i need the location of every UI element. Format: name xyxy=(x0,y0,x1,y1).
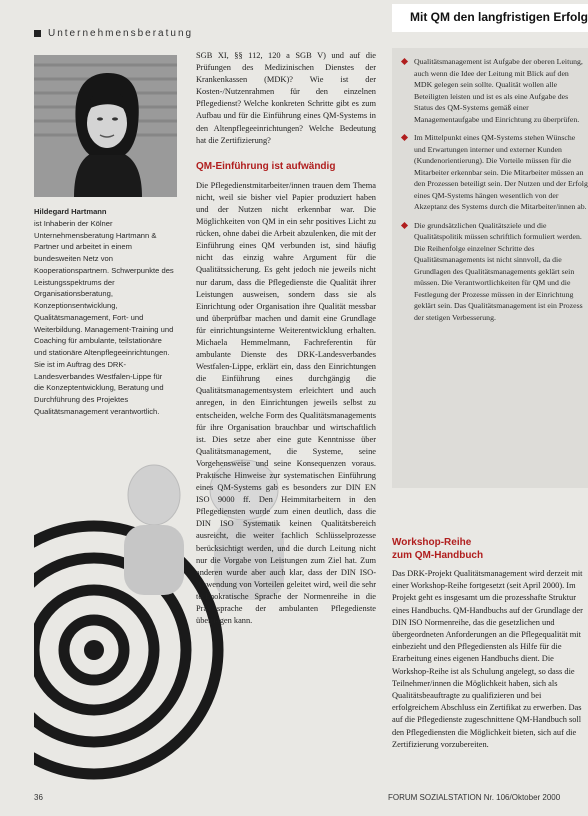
square-bullet-icon xyxy=(34,30,41,37)
section-label xyxy=(34,28,193,39)
body-paragraph: Die Pflegedienstmitarbeiter/innen trauen dem Thema nicht, weil sie bisher viel Papier produziert haben und der Nutzen nicht erkennbar war. Die Möglichkeiten von QM in ein sehr positives Licht zu rücken, ohne dabei die Arbeit abzulenken, die mit der Einführung eines QM verbunden ist, sind häufig nicht das einzig wahre Argument für die Qualitätssicherung. Es geht jedoch nie jeweils nicht nur darum, dass die Pflegedienste die Qualität ihrer Leistungen ausweisen, sondern dass sie als Einrichtung oder Organisation ihre Qualität messbar und überprüfbar machen und damit eine Grundlage für einrichtungsinterne Weiterentwicklung erhalten. Michaela Hemmelmann, Fachreferentin für ambulante Dienste des DRK-Landesverbandes Westfalen-Lippe, erklärt ein, dass den Einrichtungen die Einführung eines durchgängig die Qualitätsmanagementsystem erleichtert und auch anregen, in den Einrichtungen jeweils selbst zu entscheiden, welche Form des Qualitätsmanagements für ihre Organisation brauchbar und wirtschaftlich ist. Dies setze aber eine gute Kenntnisse über Qualitätsmanagement, die Systeme, seine Vorgehensweise und seine Konsequenzen voraus. Praktische Hinweise zur systematischen Einführung eines QM-Systems gab es besonders zur DIN EN ISO 9000 ff. Den Heimmitarbeitern in den Pflegediensten wurde zum einen deutlich, dass die DIN ISO Systematik keinen Qualitätsbereich ausreicht, die weiter fachlich Schlüsselprozesse berücksichtigt werden, und die durch Leitung nicht nur die Vorgabe von Leistungen zum Ziel hat. Zum anderen wurde aber auch klar, dass der DIN ISO-Anwendung von Vorteilen geleitet wird, weil die sehr technokratische Sprache der Normenreihe in die Praxissprache der ambulanten Pflegedienste übertragen kann. xyxy=(196,180,376,626)
sidebar-item-text: Im Mittelpunkt eines QM-Systems stehen Wünsche und Erwartungen interner und externer Kunden (Kundenorientierung). Die Vorteile müssen für die Mitarbeiter erkennbar sein. Die Mitarbeiter müssen an den Prozessen beteiligt sein. Der Nutzen und der Erfolg eines QM-Systems hängen wesentlich von der Akzeptanz des Systems durch die Mitarbeiter/innen ab. xyxy=(414,133,588,211)
workshop-paragraph: Das DRK-Projekt Qualitätsmanagement wird derzeit mit einer Workshop-Reihe fortgesetzt (seit April 2000). Im Projekt geht es insgesamt um die prozesshafte Struktur eines Handbuchs. QM-Handbuchs auf der Grundlage der DIN ISO Normenreihe, das die gesetzlichen und übergeordneten Anforderungen an die Pflegequalität mit einbezieht und den Pflegediensten als Hilfe für die Erarbeitung eines eigenen Handbuchs dient. Die Workshop-Reihe ist als Schulung angelegt, so dass die Teilnehmer/innen die Möglichkeit haben, sich als Qualitätsbeauftragte zu qualifizieren und bei erfolgreichem Abschluss ein Zertifikat zu erwerben. Das auf die Pflegedienste zugeschnittene QM-Handbuch soll den Pflegediensten die Möglichkeit bieten, sich auf die Zertifizierung vorzubereiten. xyxy=(392,569,583,749)
author-portrait xyxy=(34,55,177,197)
workshop-heading xyxy=(392,536,588,562)
page-number: 36 xyxy=(34,793,43,802)
diamond-bullet-icon xyxy=(401,134,408,141)
intro-paragraph: SGB XI, §§ 112, 120 a SGB V) und auf die Prüfungen des Medizinischen Dienstes der Krankenkassen (MDK)? Wie ist der Kosten-/Nutzenrahmen für den einzelnen Pflegedienst? Welche konkreten Schritte gibt es zum Aufbau und für die Einführung eines QM-Systems in den Altenpflegeeinrichtungen? Welche Bedeutung hat die Zertifizierung? xyxy=(196,51,376,145)
right-column-article xyxy=(392,520,588,751)
portrait-image xyxy=(34,55,177,197)
banner-headline: Mit QM den langfristigen Erfolg xyxy=(392,4,588,32)
magazine-footer: FORUM SOZIALSTATION Nr. 106/Oktober 2000 xyxy=(388,793,561,802)
diamond-bullet-icon xyxy=(401,58,408,65)
sidebar-item-text: Qualitätsmanagement ist Aufgabe der oberen Leitung, auch wenn die Idee der Leitung mit Blick auf den MDK gelegen sein sollte. Qualität wollen alle Beteiligten leisten und ist es als eine Aufgabe des Status des QM-Systems gemäß einer Managementaufgabe und Einrichtung zu überprüfen. xyxy=(414,57,583,124)
workshop-heading-line2: zum QM-Handbuch xyxy=(392,550,484,561)
diamond-bullet-icon xyxy=(401,221,408,228)
sidebar-item xyxy=(402,132,588,213)
sidebar-item xyxy=(402,220,588,324)
section-heading: QM-Einführung ist aufwändig xyxy=(196,160,336,172)
author-bio-text: ist Inhaberin der Kölner Unternehmensberatung Hartmann & Partner und arbeitet in einem bundesweiten Netz von Kooperationspartnern. Schwerpunkte des Leistungsspektrums der Organisationsberatung, Konzeptionsentwicklung, Qualitätsmanagement, Fort- und Weiterbildung. Management-Training und Coaching für ambulante, teilstationäre und stationäre Altenpflegeeinrichtungen. Sie ist im Auftrag des DRK-Landesverbandes Westfalen-Lippe für die Konzeptentwicklung, Beratung und Durchführung des Projektes Qualitätsmanagement verantwortlich. xyxy=(34,218,174,416)
sidebar-item xyxy=(402,56,588,125)
author-bio xyxy=(34,206,174,418)
author-name: Hildegard Hartmann xyxy=(34,207,107,216)
sidebar-box xyxy=(392,48,588,488)
middle-column xyxy=(196,50,376,627)
sidebar-item-text: Die grundsätzlichen Qualitätsziele und die Qualitätspolitik müssen schriftlich formuliert werden. Die Reihenfolge einzelner Schritte des Qualitätsmanagements ist nicht sinnvoll, da die Grundlagen des Qualitätsmanagements geklärt sein müssen. Die Verantwortlichkeiten für QM und die Festlegung der Prozesse müssen in der Einrichtung geklärt sein. Das Qualitätsmanagement ist ein Prozess der stetigen Verbesserung. xyxy=(414,220,583,322)
workshop-heading-line1: Workshop-Reihe xyxy=(392,537,472,548)
section-label-text: Unternehmensberatung xyxy=(48,28,194,39)
